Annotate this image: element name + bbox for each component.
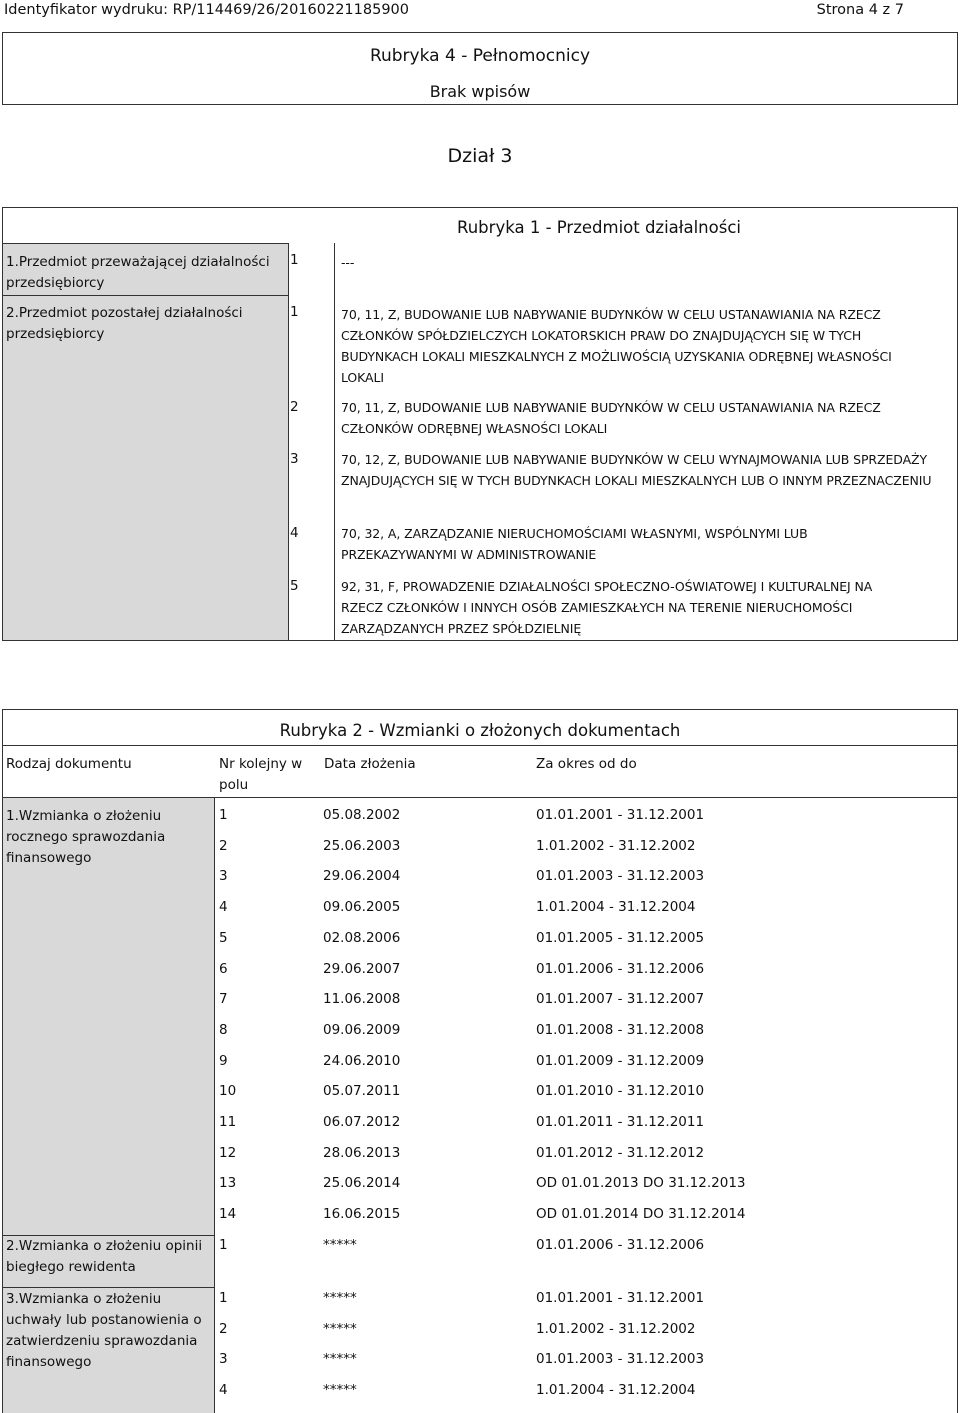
row-period: 01.01.2005 - 31.12.2005 [536,930,705,946]
entry-text: 70, 11, Z, BUDOWANIE LUB NABYWANIE BUDYNKÓW W CELU USTANAWIANIA NA RZECZ CZŁONKÓW ODRĘBNEJ WŁASNOŚCI LOKALI [341,400,881,436]
page-number: Strona 4 z 7 [816,2,904,18]
row-period: 01.01.2006 - 31.12.2006 [536,1237,705,1253]
divider [334,243,335,641]
entry-number: 3 [290,451,299,467]
row-date: 05.07.2011 [323,1083,401,1099]
document-group-label: 2.Wzmianka o złożeniu opinii biegłego rewidenta [6,1238,203,1275]
row-date: ***** [323,1321,357,1337]
row-date: ***** [323,1382,357,1398]
rubryka-2-title: Rubryka 2 - Wzmianki o złożonych dokumentach [279,721,681,740]
row-number: 8 [219,1022,228,1038]
row-number: 2 [219,838,228,854]
row-period: 01.01.2007 - 31.12.2007 [536,991,705,1007]
row-number: 3 [219,868,228,884]
row-period: 01.01.2012 - 31.12.2012 [536,1145,705,1161]
row-period: 01.01.2001 - 31.12.2001 [536,1290,705,1306]
entry-number: 1 [290,304,299,320]
column-header-period: Za okres od do [536,756,637,772]
row-date: 29.06.2007 [323,961,401,977]
row-date: 24.06.2010 [323,1053,401,1069]
entry-number: 2 [290,399,299,415]
row-date: 06.07.2012 [323,1114,401,1130]
row-date: 29.06.2004 [323,868,401,884]
row-date: 05.08.2002 [323,807,401,823]
entry-number: 4 [290,525,299,541]
row-period: 1.01.2004 - 31.12.2004 [536,1382,696,1398]
row-period: 1.01.2002 - 31.12.2002 [536,1321,696,1337]
row-number: 9 [219,1053,228,1069]
row-number: 7 [219,991,228,1007]
row-number: 13 [219,1175,237,1191]
column-header-number: Nr kolejny w polu [219,756,303,793]
print-identifier: Identyfikator wydruku: RP/114469/26/20160221185900 [4,2,410,18]
row-date: 25.06.2003 [323,838,401,854]
column-header-date: Data złożenia [324,756,416,772]
entry-text: 92, 31, F, PROWADZENIE DZIAŁALNOŚCI SPOŁECZNO-OŚWIATOWEJ I KULTURALNEJ NA RZECZ CZŁONKÓW I INNYCH OSÓB ZAMIESZKAŁYCH NA TERENIE NIERUCHOMOŚCI ZARZĄDZANYCH PRZEZ SPÓŁDZIELNIĘ [341,579,873,636]
row-number: 1 [219,1290,228,1306]
entry-text: 70, 32, A, ZARZĄDZANIE NIERUCHOMOŚCIAMI WŁASNYMI, WSPÓLNYMI LUB PRZEKAZYWANYMI W ADMINISTROWANIE [341,526,808,562]
row-period: 01.01.2006 - 31.12.2006 [536,961,705,977]
rubryka-1-title: Rubryka 1 - Przedmiot działalności [457,218,741,237]
row-period: 01.01.2003 - 31.12.2003 [536,1351,705,1367]
row-date: 28.06.2013 [323,1145,401,1161]
row-date: 09.06.2005 [323,899,401,915]
row-date: 11.06.2008 [323,991,401,1007]
document-group-label: 1.Wzmianka o złożeniu rocznego sprawozdania finansowego [6,808,166,866]
entry-text: 70, 12, Z, BUDOWANIE LUB NABYWANIE BUDYNKÓW W CELU WYNAJMOWANIA LUB SPRZEDAŻY ZNAJDUJĄCYCH SIĘ W TYCH BUDYNKACH LOKALI MIESZKALNYCH LUB O INNYM PRZEZNACZENIU [341,452,932,488]
rubryka-4-status: Brak wpisów [429,82,531,101]
rubryka-4-title: Rubryka 4 - Pełnomocnicy [369,46,591,66]
row-number: 2 [219,1321,228,1337]
row-date: ***** [323,1237,357,1253]
row-number: 14 [219,1206,237,1222]
section-title: Dział 3 [447,145,513,167]
row-date: ***** [323,1351,357,1367]
row-period: 01.01.2008 - 31.12.2008 [536,1022,705,1038]
row-period: 01.01.2001 - 31.12.2001 [536,807,705,823]
row-period: 01.01.2009 - 31.12.2009 [536,1053,705,1069]
entry-text: --- [341,255,355,270]
row-period: 01.01.2011 - 31.12.2011 [536,1114,705,1130]
row-period: 01.01.2003 - 31.12.2003 [536,868,705,884]
row-date: 16.06.2015 [323,1206,401,1222]
divider [2,295,289,296]
row-date: 02.08.2006 [323,930,401,946]
row-number: 4 [219,899,228,915]
entry-number: 1 [290,252,299,268]
row-period: OD 01.01.2014 DO 31.12.2014 [536,1206,746,1222]
row-period: 01.01.2010 - 31.12.2010 [536,1083,705,1099]
row-period: 1.01.2002 - 31.12.2002 [536,838,696,854]
entry-number: 5 [290,578,299,594]
row-number: 5 [219,930,228,946]
row-number: 11 [219,1114,237,1130]
row-number: 3 [219,1351,228,1367]
activity-label-other: 2.Przedmiot pozostałej działalności przedsiębiorcy [6,305,243,342]
row-date: 25.06.2014 [323,1175,401,1191]
row-date: ***** [323,1290,357,1306]
row-number: 10 [219,1083,237,1099]
row-number: 12 [219,1145,237,1161]
divider [2,745,958,746]
row-number: 6 [219,961,228,977]
row-number: 1 [219,807,228,823]
entry-text: 70, 11, Z, BUDOWANIE LUB NABYWANIE BUDYNKÓW W CELU USTANAWIANIA NA RZECZ CZŁONKÓW SPÓŁDZIELCZYCH LOKATORSKICH PRAW DO ZNAJDUJĄCYCH SIĘ W TYCH BUDYNKACH LOKALI MIESZKALNYCH Z MOŻLIWOŚCIĄ UZYSKANIA ODRĘBNEJ WŁASNOŚCI LOKALI [341,307,892,385]
row-date: 09.06.2009 [323,1022,401,1038]
divider [2,1287,215,1288]
row-period: OD 01.01.2013 DO 31.12.2013 [536,1175,746,1191]
row-number: 1 [219,1237,228,1253]
column-header-type: Rodzaj dokumentu [6,756,132,772]
activity-label-main: 1.Przedmiot przeważającej działalności przedsiębiorcy [6,254,270,291]
document-group-label: 3.Wzmianka o złożeniu uchwały lub postanowienia o zatwierdzeniu sprawozdania finansowego [6,1291,202,1370]
row-number: 4 [219,1382,228,1398]
row-period: 1.01.2004 - 31.12.2004 [536,899,696,915]
